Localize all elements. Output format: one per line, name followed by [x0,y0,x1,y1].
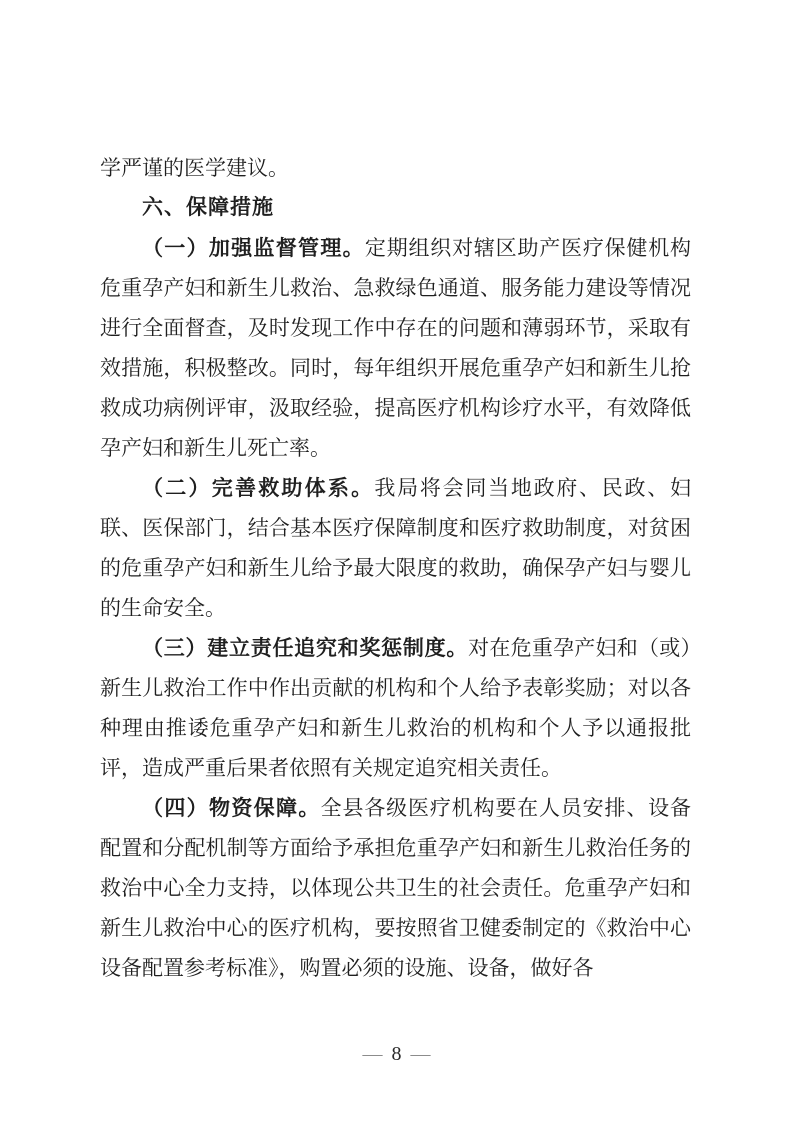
paragraph-lead: （四）物资保障。 [142,796,321,820]
paragraph-lead: （二）完善救助体系。 [142,476,375,500]
paragraph-text: 全县各级医疗机构要在人员安排、设备配置和分配机制等方面给予承担危重孕产妇和新生儿救治任务的救治中心全力支持，以体现公共卫生的社会责任。危重孕产妇和新生儿救治中心的医疗机构，要按照省卫健委制定的《救治中心设备配置参考标准》，购置必须的设施、设备，做好各 [100,796,692,980]
footer-dash-right: — [410,1043,431,1065]
paragraph [100,788,691,988]
paragraph [100,628,691,788]
footer-dash-left: — [362,1043,383,1065]
paragraph-lead: （三）建立责任追究和奖惩制度。 [142,636,469,660]
paragraph-text: 对在危重孕产妇和（或）新生儿救治工作中作出贡献的机构和个人给予表彰奖励；对以各种理由推诿危重孕产妇和新生儿救治的机构和个人予以通报批评，造成严重后果者依照有关规定追究相关责任。 [100,636,692,780]
paragraph [100,468,691,628]
section-heading: 六、保障措施 [142,196,274,219]
page-body [100,148,691,988]
paragraph-text: 我局将会同当地政府、民政、妇联、医保部门，结合基本医疗保障制度和医疗救助制度，对贫困的危重孕产妇和新生儿给予最大限度的救助，确保孕产妇与婴儿的生命安全。 [100,476,691,620]
page-number: 8 [391,1043,402,1065]
paragraph-text: 定期组织对辖区助产医疗保健机构危重孕产妇和新生儿救治、急救绿色通道、服务能力建设等情况进行全面督查，及时发现工作中存在的问题和薄弱环节，采取有效措施，积极整改。同时，每年组织开展危重孕产妇和新生儿抢救成功病例评审，汲取经验，提高医疗机构诊疗水平，有效降低孕产妇和新生儿死亡率。 [100,236,692,460]
continuation-line: 学严谨的医学建议。 [100,156,289,180]
paragraph-lead: （一）加强监督管理。 [142,236,365,260]
page-footer [0,1040,793,1068]
paragraph [100,228,691,468]
